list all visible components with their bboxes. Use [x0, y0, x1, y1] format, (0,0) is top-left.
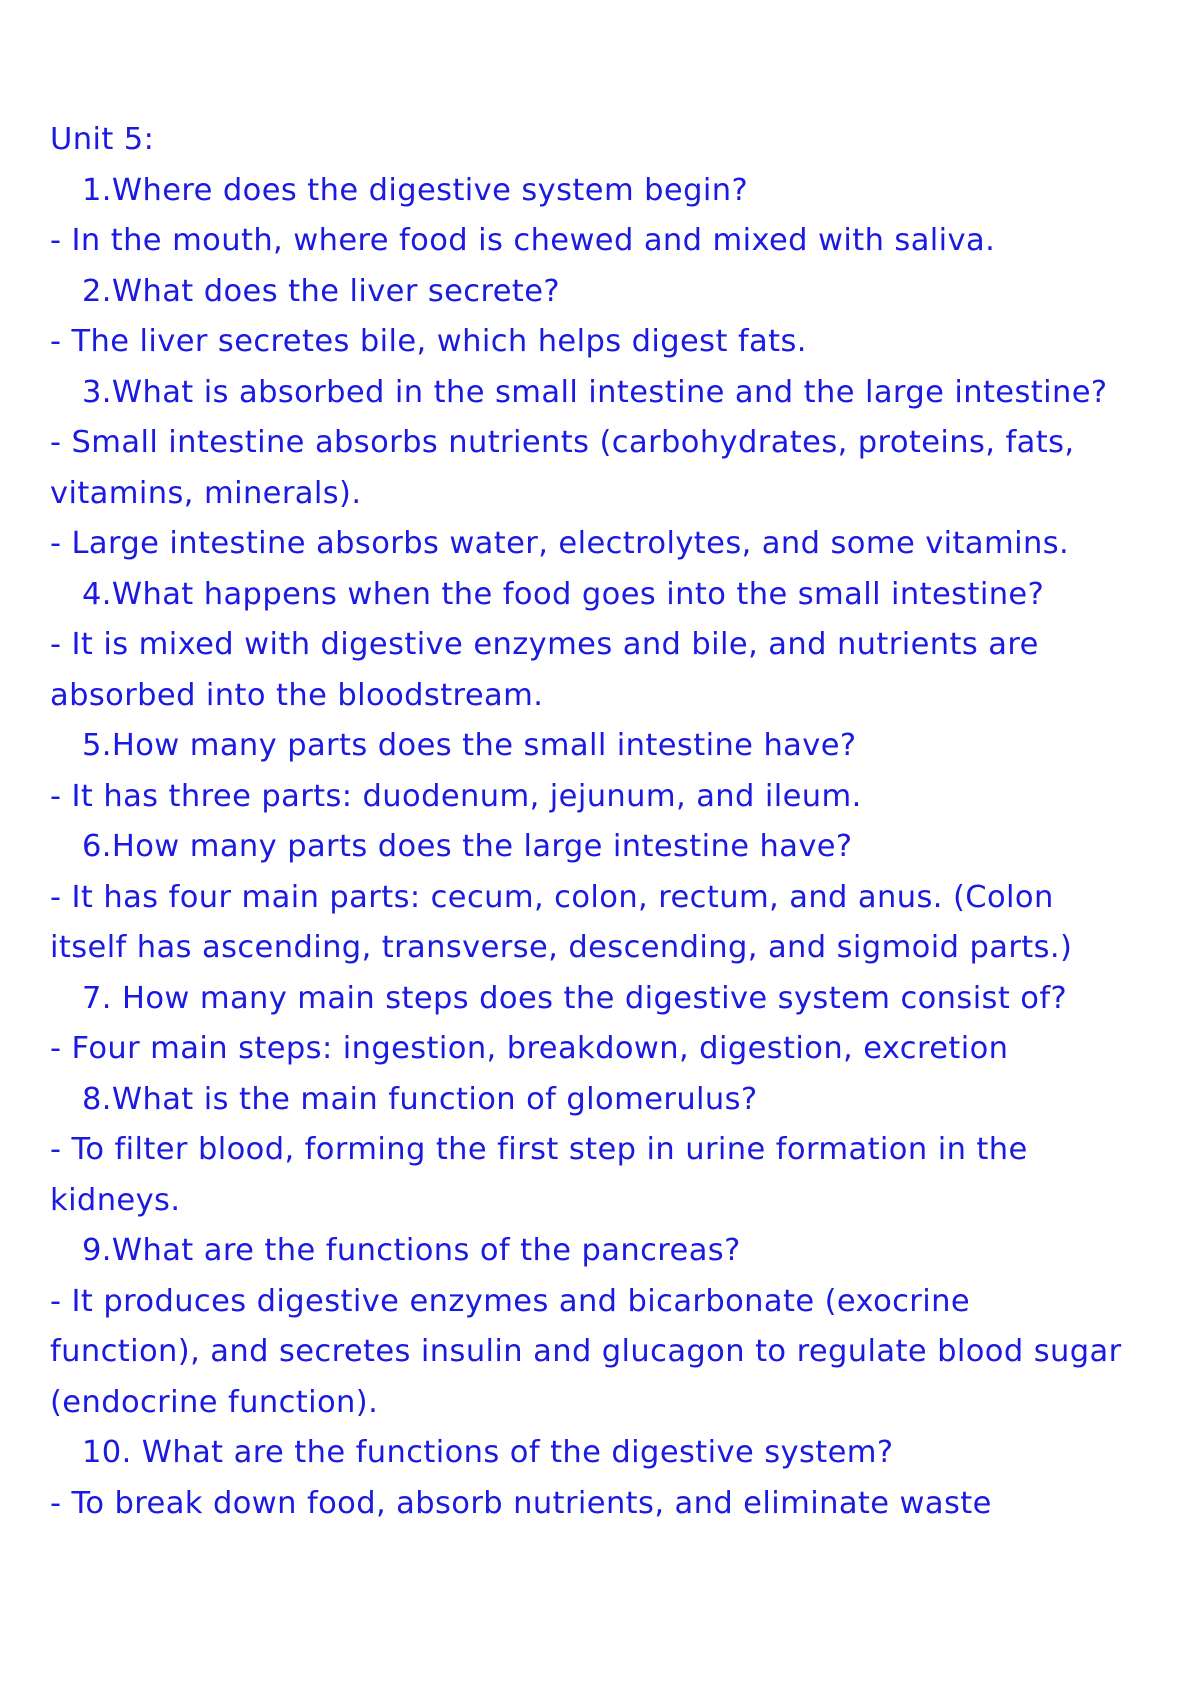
answer-1: - In the mouth, where food is chewed and mixed with saliva.: [50, 223, 996, 258]
question-3: 3.What is absorbed in the small intestine and the large intestine?: [82, 374, 1108, 410]
answer-8: - To filter blood, forming the first step in urine formation in the kidneys.: [50, 1132, 1028, 1218]
answer-9: - It produces digestive enzymes and bicarbonate (exocrine function), and secretes insulin and glucagon to regulate blood sugar (endocrine function).: [50, 1283, 1122, 1420]
answer-5: - It has three parts: duodenum, jejunum, and ileum.: [50, 778, 862, 814]
question-8: 8.What is the main function of glomerulus?: [82, 1081, 758, 1117]
answer-10: - To break down food, absorb nutrients, and eliminate waste: [50, 1485, 992, 1521]
question-2: 2.What does the liver secrete?: [82, 273, 561, 309]
answer-6: - It has four main parts: cecum, colon, rectum, and anus. (Colon itself has ascending, transverse, descending, and sigmoid parts.): [50, 879, 1073, 965]
question-5: 5.How many parts does the small intestine have?: [82, 728, 857, 763]
question-1: 1.Where does the digestive system begin?: [82, 172, 749, 208]
unit-title: Unit 5:: [50, 122, 155, 157]
question-7: 7. How many main steps does the digestive system consist of?: [82, 980, 1068, 1016]
answer-3a: - Small intestine absorbs nutrients (carbohydrates, proteins, fats, vitamins, minerals).: [50, 425, 1075, 511]
question-10: 10. What are the functions of the digestive system?: [82, 1435, 894, 1470]
question-4: 4.What happens when the food goes into the small intestine?: [82, 576, 1045, 612]
question-6: 6.How many parts does the large intestine have?: [82, 829, 853, 864]
document-body: [50, 115, 1130, 1529]
question-9: 9.What are the functions of the pancreas?: [82, 1233, 741, 1268]
answer-7: - Four main steps: ingestion, breakdown, digestion, excretion: [50, 1031, 1009, 1066]
answer-3b: - Large intestine absorbs water, electrolytes, and some vitamins.: [50, 526, 1070, 561]
answer-2: - The liver secretes bile, which helps digest fats.: [50, 324, 807, 359]
answer-4: - It is mixed with digestive enzymes and bile, and nutrients are absorbed into the bloodstream.: [50, 627, 1039, 713]
